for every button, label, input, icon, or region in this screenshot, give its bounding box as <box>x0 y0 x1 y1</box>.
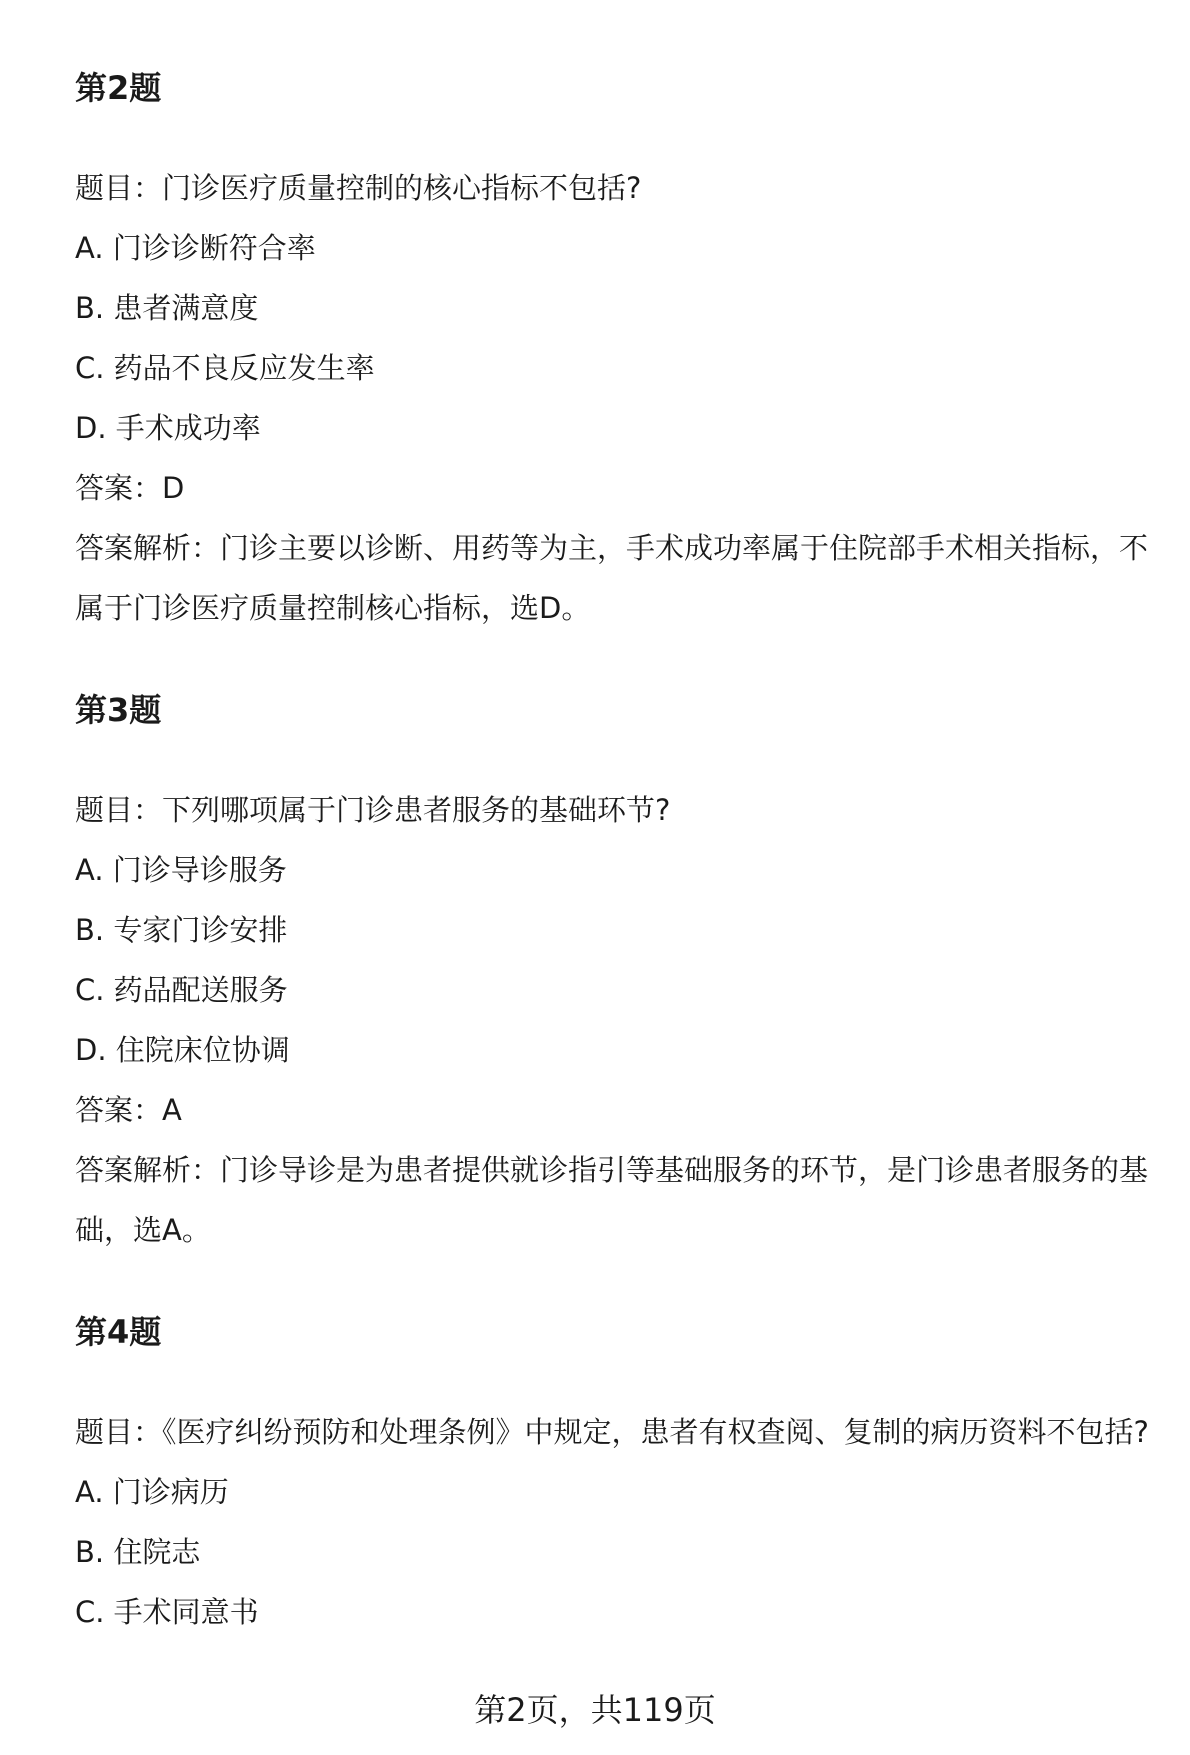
page-footer: 第2页，共119页 <box>474 1691 716 1729</box>
option-a: A. 门诊诊断符合率 <box>75 231 316 265</box>
question-stem: 题目：门诊医疗质量控制的核心指标不包括? <box>75 171 642 205</box>
question-block <box>75 158 1155 638</box>
option-a: A. 门诊导诊服务 <box>75 853 287 887</box>
option-c: C. 药品不良反应发生率 <box>75 351 375 385</box>
question-title: 第4题 <box>75 1313 162 1351</box>
question-title: 第3题 <box>75 691 162 729</box>
explanation: 答案解析：门诊导诊是为患者提供就诊指引等基础服务的环节，是门诊患者服务的基础，选A。 <box>75 1153 1149 1247</box>
option-c: C. 药品配送服务 <box>75 973 288 1007</box>
explanation: 答案解析：门诊主要以诊断、用药等为主，手术成功率属于住院部手术相关指标，不属于门诊医疗质量控制核心指标，选D。 <box>75 531 1149 625</box>
option-d: D. 手术成功率 <box>75 411 261 445</box>
question-block <box>75 780 1155 1260</box>
option-a: A. 门诊病历 <box>75 1475 229 1509</box>
question-stem: 题目：《医疗纠纷预防和处理条例》中规定，患者有权查阅、复制的病历资料不包括? <box>75 1415 1149 1449</box>
answer: 答案：D <box>75 471 185 505</box>
answer: 答案：A <box>75 1093 182 1127</box>
option-d: D. 住院床位协调 <box>75 1033 290 1067</box>
option-b: B. 住院志 <box>75 1535 201 1569</box>
option-c: C. 手术同意书 <box>75 1595 259 1629</box>
option-b: B. 患者满意度 <box>75 291 259 325</box>
option-b: B. 专家门诊安排 <box>75 913 288 947</box>
question-title: 第2题 <box>75 69 162 107</box>
question-stem: 题目：下列哪项属于门诊患者服务的基础环节? <box>75 793 671 827</box>
question-block <box>75 1402 1155 1642</box>
